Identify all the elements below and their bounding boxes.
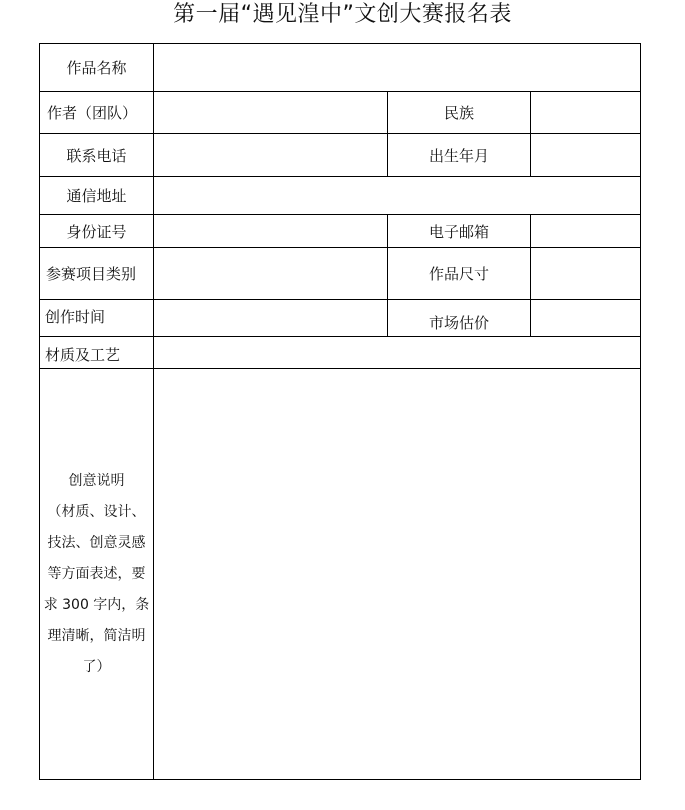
label-size: 作品尺寸 [428,265,489,283]
label-category: 参赛项目类别 [46,265,137,283]
category-field[interactable] [154,248,387,299]
label-birth: 出生年月 [428,146,489,165]
explanation-field[interactable] [154,369,640,779]
created-field[interactable] [154,300,387,336]
label-address: 通信地址 [66,187,127,205]
work-name-field[interactable] [154,44,640,91]
price-field[interactable] [531,300,640,336]
label-email: 电子邮箱 [428,222,489,241]
ethnicity-field[interactable] [531,92,640,133]
form-title: 第一届“遇见湟中”文创大赛报名表 [173,2,512,27]
label-work-name: 作品名称 [66,59,127,77]
label-price: 市场估价 [428,314,489,332]
label-id-number: 身份证号 [66,222,127,241]
label-created: 创作时间 [45,308,106,326]
label-ethnicity: 民族 [443,104,474,122]
birth-field[interactable] [531,134,640,176]
author-field[interactable] [154,92,387,133]
phone-field[interactable] [154,134,387,176]
address-field[interactable] [154,177,640,214]
label-material: 材质及工艺 [45,346,121,364]
registration-form [39,43,641,780]
material-field[interactable] [154,337,640,368]
size-field[interactable] [531,248,640,299]
label-phone: 联系电话 [66,146,127,165]
label-explanation: 创意说明 （材质、设计、 技法、创意灵感 等方面表述，要 求 300 字内，条 理清晰，简洁明 了） [43,472,150,675]
label-author: 作者（团队） [47,104,138,122]
email-field[interactable] [531,215,640,247]
id-number-field[interactable] [154,215,387,247]
